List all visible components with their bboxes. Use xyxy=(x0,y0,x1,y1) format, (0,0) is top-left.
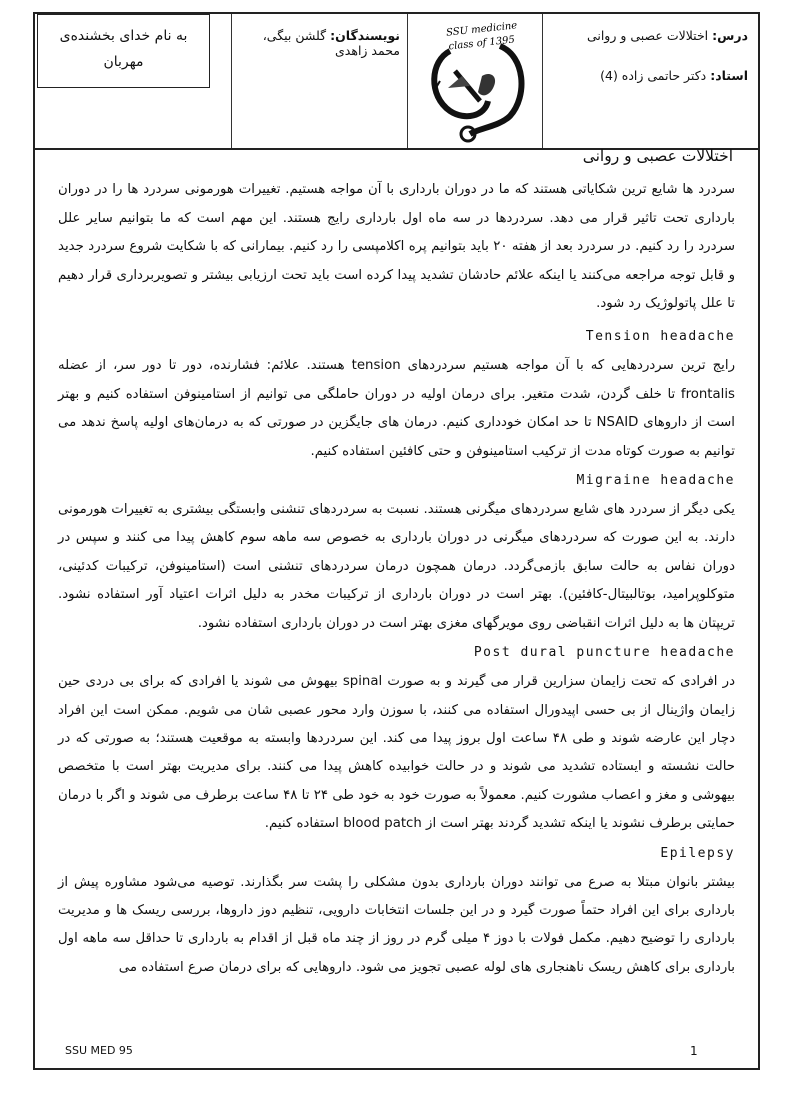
document-header xyxy=(35,14,758,150)
document-body xyxy=(58,142,735,982)
section-heading-tension: Tension headache xyxy=(585,329,735,345)
ssu-medicine-logo xyxy=(410,16,540,144)
authors-line xyxy=(235,28,400,58)
page-number: 1 xyxy=(690,1044,698,1058)
section-text-migraine: یکی دیگر از سردرد های شایع سردردهای میگرنی هستند. نسبت به سردردهای تنشنی وابستگی بیشتری به تغییرات هورمونی دارند. به این صورت که سردردهای میگرنی در دوران بارداری به خصوص سه ماهه سوم کاهش پیدا می کنند و سپس در دوران نفاس به حالت سابق بازمی‌گردد. درمان همچون درمان سردردهای تنشنی است (استامینوفن، ترکیبات کدئینی، متوکلوپرامید، بوتالبیتال-کافئین). بهتر است در دوران بارداری از ترکیبات مخدر به دلیل اثرات اعتیاد آور استفاده نشود. تریپتان ها به دلیل اثرات انقباضی روی مویرگهای مغزی بهتر است در دوران بارداری استفاده نشود. xyxy=(58,502,735,631)
footer-label: SSU MED 95 xyxy=(65,1044,133,1057)
section-text-tension: رایج ترین سردردهایی که با آن مواجه هستیم سردردهای tension هستند. علائم: فشارنده، دور تا دور سر، از عضله frontalis تا خلف گردن، شدت متغیر. برای درمان اولیه در دوران حاملگی می توانیم از استامینوفن استفاده کنیم و بهتر است از داروهای NSAID تا حد امکان خودداری کنیم. درمان های جایگزین در صورتی که به درمان‌های اولیه پاسخ ندهد می توانیم به صورت کوتاه مدت از ترکیب استامینوفن و حتی کافئین استفاده کنیم. xyxy=(58,358,735,459)
logo-text-line2: class of 1395 xyxy=(448,34,516,53)
section-heading-epilepsy: Epilepsy xyxy=(660,845,735,861)
page-title: اختلالات عصبی و روانی xyxy=(582,147,733,165)
intro-paragraph: سردرد ها شایع ترین شکایاتی هستند که ما در دوران بارداری با آن مواجه هستیم. تغییرات هورمونی سردرد ها را در دوران بارداری تحت تاثیر قرار می دهد. سردردها در سه ماه اول بارداری رایج هستند. این مهم است که ما بتوانیم سایر علل سردرد را رد کنیم. در سردرد بعد از هفته ۲۰ باید بتوانیم پره اکلامپسی را رد کنیم. بیمارانی که با شکایت شروع سردرد جدید و قابل توجه مراجعه می‌کنند یا اینکه علائم حادشان تشدید پیدا کرده است باید تحت ارزیابی بیشتر و تصویربرداری قرار دهیم تا علل پاتولوژیک رد شود. xyxy=(58,182,735,312)
bismillah-cell xyxy=(35,14,232,148)
section-heading-post-dural: Post dural puncture headache xyxy=(473,645,735,661)
bismillah-line2: مهربان xyxy=(103,54,144,70)
authors-label: نویسندگان: xyxy=(330,28,400,43)
course-value: اختلالات عصبی و روانی xyxy=(586,28,709,43)
authors-cell xyxy=(231,14,408,148)
course-label: درس: xyxy=(712,28,748,43)
teacher-label: استاد: xyxy=(710,68,748,83)
teacher-line xyxy=(600,68,748,83)
course-line xyxy=(587,28,748,43)
section-heading-migraine: Migraine headache xyxy=(576,473,735,489)
authors-value: گلشن بیگی، محمد زاهدی xyxy=(262,28,400,58)
bismillah-box xyxy=(37,14,210,88)
logo-cell xyxy=(407,14,543,148)
section-text-epilepsy: بیشتر بانوان مبتلا به صرع می توانند دوران بارداری بدون مشکلی را پشت سر بگذارند. توصیه می‌شود مشاوره پیش از بارداری برای این افراد حتماً صورت گیرد و در این جلسات انتخابات دارویی، تنظیم دوز داروها، بررسی ریسک ها و مدیریت بارداری را توضیح دهیم. مکمل فولات با دوز ۴ میلی گرم در روز از چند ماه قبل از اقدام به بارداری تا حداقل سه ماهه اول بارداری برای کاهش ریسک ناهنجاری های لوله عصبی تجویز می شود. داروهایی که برای درمان صرع استفاده می xyxy=(58,874,735,975)
teacher-value: دکتر حاتمی زاده (4) xyxy=(600,68,707,83)
section-text-post-dural: در افرادی که تحت زایمان سزارین قرار می گیرند و به صورت spinal بیهوش می شوند یا افرادی که برای بی دردی حین زایمان واژینال از بی حسی اپیدورال استفاده می کنند، با سوزن وارد محور عصبی شان می شویم. ممکن است این افراد دچار این عارضه شوند و طی ۴۸ ساعت اول بروز پیدا می کند. این سردردها وابسته به موقعیت هستند؛ به صورتی که در حالت نشسته و ایستاده تشدید می شوند و در حالت خوابیده کاهش پیدا می کنند. برای مدیریت بهتر است با متخصص بیهوشی و مغز و اعصاب مشورت کنیم. معمولاً به صورت خود به خود طی ۲۴ تا ۴۸ ساعت برطرف می شوند و اگر با درمان حمایتی برطرف نشوند یا اینکه تشدید گردند بهتر است از blood patch استفاده کنیم. xyxy=(58,674,735,832)
logo-text-line1: SSU medicine xyxy=(445,20,518,39)
course-info-cell xyxy=(542,14,758,148)
bismillah-line1: به نام خدای بخشنده‌ی xyxy=(59,28,188,44)
